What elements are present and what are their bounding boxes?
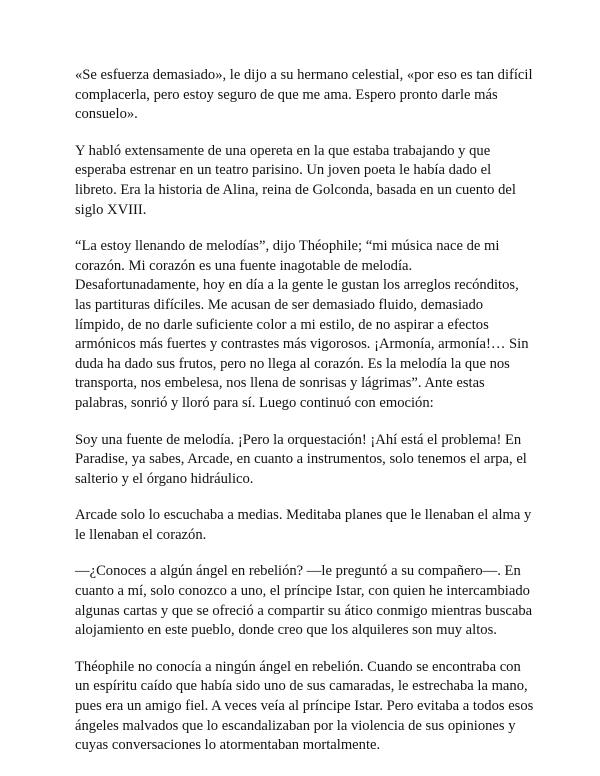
body-text	[75, 66, 535, 773]
paragraph-3: “La estoy llenando de melodías”, dijo Théophile; “mi música nace de mi corazón. Mi corazón es una fuente inagotable de melodía. Desafortunadamente, hoy en día a la gente le gustan los arreglos recónditos, las partituras difíciles. Me acusan de ser demasiado fluido, demasiado límpido, de no darle suficiente color a mi estilo, de no aspirar a efectos armónicos más fuertes y contrastes más vigorosos. ¡Armonía, armonía!… Sin duda ha dado sus frutos, pero no llega al corazón. Es la melodía la que nos transporta, nos embelesa, nos llena de sonrisas y lágrimas”. Ante estas palabras, sonrió y lloró para sí. Luego continuó con emoción:	[75, 238, 529, 411]
paragraph-5: Arcade solo lo escuchaba a medias. Meditaba planes que le llenaban el alma y le llenaban el corazón.	[75, 507, 532, 543]
paragraph-1: «Se esfuerza demasiado», le dijo a su hermano celestial, «por eso es tan difícil complacerla, pero estoy seguro de que me ama. Espero pronto darle más consuelo».	[75, 67, 533, 123]
paragraph-7: Théophile no conocía a ningún ángel en rebelión. Cuando se encontraba con un espíritu caído que había sido uno de sus camaradas, le estrechaba la mano, pues era un amigo fiel. A veces veía al príncipe Istar. Pero evitaba a todos esos ángeles malvados que lo escandalizaban por la violencia de sus opiniones y cuyas conversaciones lo atormentaban mortalmente.	[75, 658, 534, 754]
paragraph-4: Soy una fuente de melodía. ¡Pero la orquestación! ¡Ahí está el problema! En Paradise, ya sabes, Arcade, en cuanto a instrumentos, solo tenemos el arpa, el salterio y el órgano hidráulico.	[75, 431, 527, 487]
paragraph-2: Y habló extensamente de una opereta en la que estaba trabajando y que esperaba estrenar en un teatro parisino. Un joven poeta le había dado el libreto. Era la historia de Alina, reina de Golconda, basada en un cuento del siglo XVIII.	[75, 142, 516, 218]
paragraph-6: —¿Conoces a algún ángel en rebelión? —le preguntó a su compañero—. En cuanto a mí, solo conozco a uno, el príncipe Istar, con quien he intercambiado algunas cartas y que se ofreció a compartir su ático conmigo mientras buscaba alojamiento en este pueblo, donde creo que los alquileres son muy altos.	[75, 563, 533, 639]
